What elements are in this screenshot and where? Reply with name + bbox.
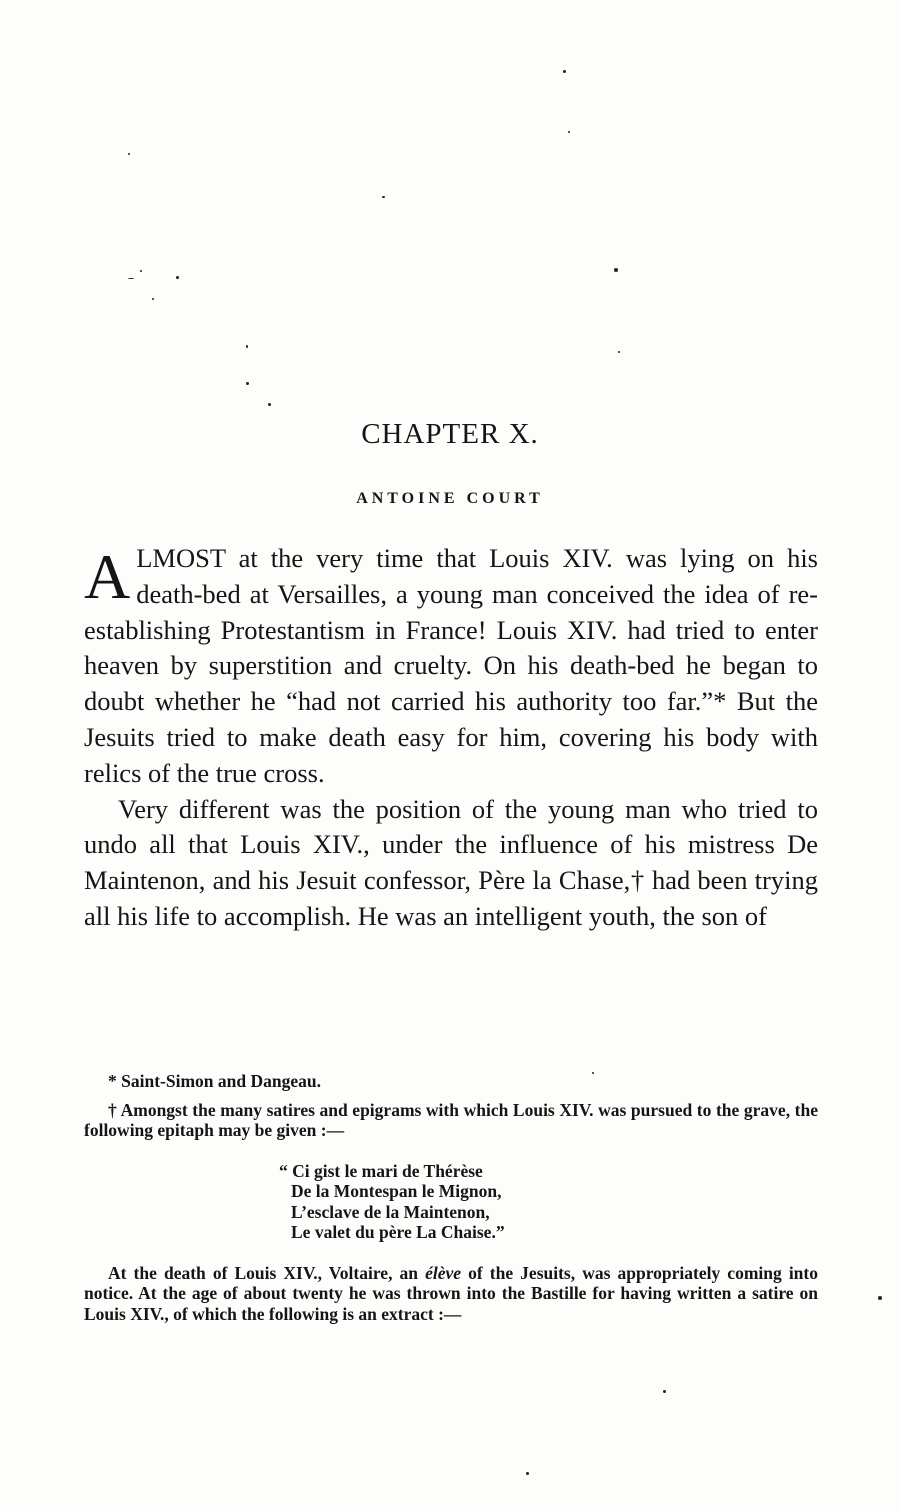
footnote-2: † Amongst the many satires and epigrams with which Louis XIV. was pursued to the grave, the following epitaph may be given :— xyxy=(84,1099,818,1140)
scan-speck xyxy=(246,382,249,385)
paragraph-1-text: LMOST at the very time that Louis XIV. was lying on his death-bed at Versailles, a young man conceived the idea of re-establishing Protestantism in France! Louis XIV. had tried to enter heaven by superstition and cruelty. On his death-bed he began to doubt whether he “had not carried his authority too far.”* But the Jesuits tried to make death easy for him, covering his body with relics of the true cross. xyxy=(84,543,818,788)
chapter-title: CHAPTER X. xyxy=(361,418,539,450)
footnote-3 xyxy=(84,1263,818,1325)
body-text xyxy=(84,541,818,935)
footnote-3-italic: élève xyxy=(425,1262,462,1283)
scan-speck xyxy=(268,403,271,406)
scan-speck xyxy=(152,298,154,300)
footnote-3-text-b: of the Jesuits, was appropriately coming into notice. At the age of about twenty he was thrown into the Bastille for having written a satire on Louis XIV., of which the following is an extract :— xyxy=(84,1262,818,1324)
scan-speck xyxy=(128,153,130,155)
paragraph-1 xyxy=(84,541,818,792)
verse-line: “ Ci gist le mari de Thérèse xyxy=(279,1160,483,1181)
scan-speck xyxy=(526,1472,529,1475)
chapter-subtitle: ANTOINE COURT xyxy=(356,490,544,507)
verse-line: De la Montespan le Mignon, xyxy=(291,1181,502,1201)
paragraph-2: Very different was the position of the young man who tried to undo all that Louis XIV., under the influence of his mistress De Maintenon, and his Jesuit confessor, Père la Chase,† had been trying all his life to accomplish. He was an intelligent youth, the son of xyxy=(84,793,818,931)
footnote-1: * Saint-Simon and Dangeau. xyxy=(108,1071,321,1091)
scan-speck xyxy=(614,268,618,272)
scan-speck xyxy=(246,345,248,348)
scan-speck xyxy=(176,276,179,279)
footnote-3-text-a: At the death of Louis XIV., Voltaire, an xyxy=(108,1262,426,1283)
scan-speck xyxy=(568,131,570,133)
scan-speck xyxy=(878,1296,882,1300)
scan-speck xyxy=(618,351,620,353)
epitaph-verse xyxy=(279,1161,818,1243)
scan-speck xyxy=(563,70,566,73)
scan-speck xyxy=(663,1390,666,1393)
verse-line: Le valet du père La Chaise.” xyxy=(291,1222,505,1242)
verse-line: L’esclave de la Maintenon, xyxy=(291,1201,490,1222)
footnotes xyxy=(84,1071,818,1324)
drop-cap: A xyxy=(84,541,131,612)
scan-speck xyxy=(128,278,134,279)
scan-speck xyxy=(382,196,385,198)
scan-speck xyxy=(140,270,142,272)
